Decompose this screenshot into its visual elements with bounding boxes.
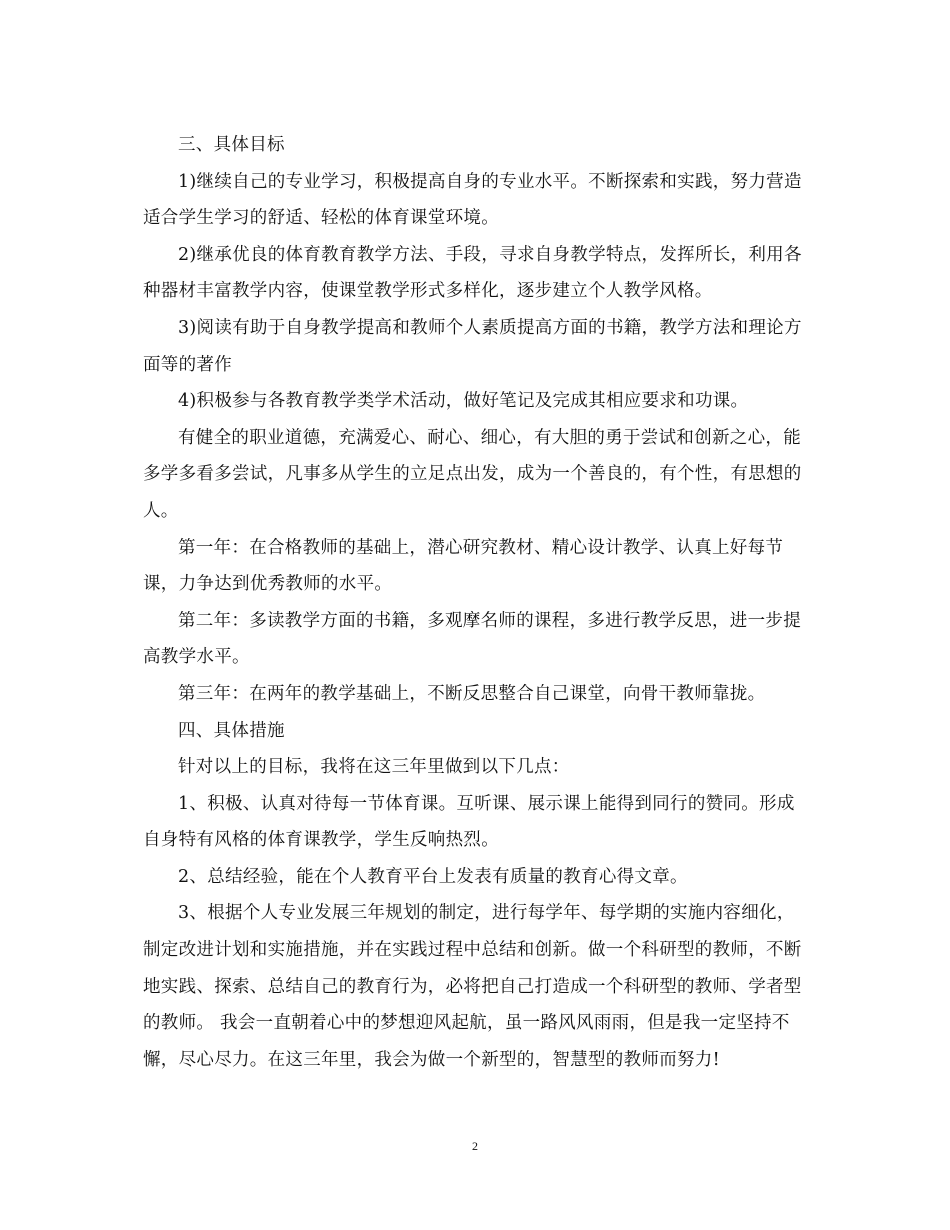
goal-item-1: 1)继续自己的专业学习，积极提高自身的专业水平。不断探索和实践，努力营造适合学生学习的舒适、轻松的体育课堂环境。 (143, 171, 802, 229)
section-heading-goals: 三、具体目标 (178, 135, 285, 155)
goal-item-4: 4)积极参与各教育教学类学术活动，做好笔记及完成其相应要求和功课。 (178, 391, 749, 412)
document-body (143, 127, 807, 1078)
year-three-paragraph: 第三年：在两年的教学基础上，不断反思整合自己课堂，向骨干教师靠拢。 (178, 683, 766, 704)
goal-item-3: 3)阅读有助于自身教学提高和教师个人素质提高方面的书籍，教学方法和理论方面等的著作 (143, 317, 802, 375)
measures-intro: 针对以上的目标，我将在这三年里做到以下几点： (178, 757, 570, 778)
measure-item-2: 2、总结经验，能在个人教育平台上发表有质量的教育心得文章。 (178, 866, 688, 887)
year-two-paragraph: 第二年：多读教学方面的书籍，多观摩名师的课程，多进行教学反思，进一步提高教学水平。 (143, 610, 801, 668)
section-heading-measures: 四、具体措施 (178, 720, 285, 741)
page-number: 2 (472, 1139, 478, 1153)
ethics-paragraph: 有健全的职业道德，充满爱心、耐心、细心，有大胆的勇于尝试和创新之心，能多学多看多尝试，凡事多从学生的立足点出发，成为一个善良的，有个性，有思想的人。 (143, 427, 802, 521)
year-one-paragraph: 第一年：在合格教师的基础上，潜心研究教材、精心设计教学、认真上好每节课，力争达到优秀教师的水平。 (143, 537, 784, 595)
measure-item-3: 3、根据个人专业发展三年规划的制定，进行每学年、每学期的实施内容细化，制定改进计划和实施措施，并在实践过程中总结和创新。做一个科研型的教师，不断地实践、探索、总结自己的教育行为，必将把自己打造成一个科研型的教师、学者型的教师。 我会一直朝着心中的梦想迎风起航，虽一路风风雨雨，但是我一定坚持不懈，尽心尽力。在这三年里，我会为做一个新型的，智慧型的教师而努力! (143, 903, 802, 1070)
measure-item-1: 1、积极、认真对待每一节体育课。互听课、展示课上能得到同行的赞同。形成自身特有风格的体育课教学，学生反响热烈。 (143, 793, 795, 851)
goal-item-2: 2)继承优良的体育教育教学方法、手段，寻求自身教学特点，发挥所长，利用各种器材丰富教学内容，使课堂教学形式多样化，逐步建立个人教学风格。 (143, 244, 802, 302)
